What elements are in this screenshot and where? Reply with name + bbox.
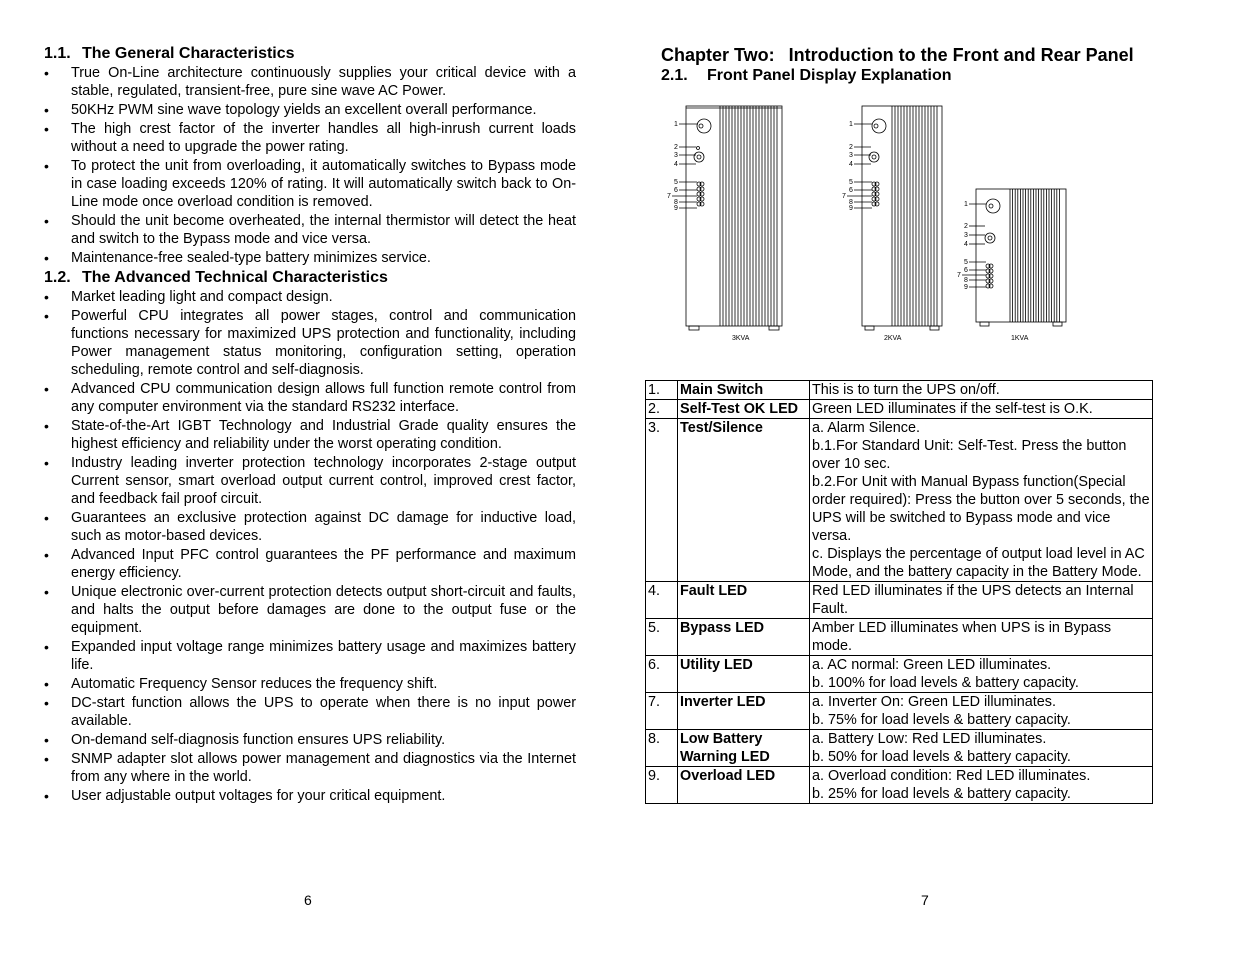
item-description: This is to turn the UPS on/off. [810, 381, 1153, 400]
diagram-label-7: 7 [667, 193, 671, 200]
item-name: Test/Silence [678, 419, 810, 582]
diagram-label-3: 3 [674, 152, 678, 159]
section-number: 1.1. [44, 45, 71, 62]
advanced-characteristics-list [44, 288, 576, 805]
table-row [646, 767, 1153, 804]
item-number: 5. [646, 619, 678, 656]
bullet-item: • Unique electronic over-current protection detects output short-circuit and faults, and halts the output before damages are done to the output fuse or the equipment. [44, 583, 576, 637]
item-description: a. Overload condition: Red LED illuminates. b. 25% for load levels & battery capacity. [810, 767, 1153, 804]
item-number: 1. [646, 381, 678, 400]
item-description: a. Battery Low: Red LED illuminates. b. 50% for load levels & battery capacity. [810, 730, 1153, 767]
item-number: 8. [646, 730, 678, 767]
unit-label-3kva: 3KVA [732, 335, 750, 342]
front-panel-heading [661, 66, 1161, 86]
diagram-label-8: 8 [674, 199, 678, 206]
bullet-item: • Industry leading inverter protection technology incorporates 2-stage output Current sensor, smart overload output current control, improved crest factor, and feedback fail proof circuit. [44, 454, 576, 508]
bullet-item: • 50KHz PWM sine wave topology yields an excellent overall performance. [44, 101, 576, 119]
diagram-label-3: 3 [849, 152, 853, 159]
bullet-item: • Automatic Frequency Sensor reduces the frequency shift. [44, 675, 576, 693]
diagram-label-1: 1 [674, 121, 678, 128]
ups-3kva-drawing [672, 106, 782, 330]
table-row [646, 400, 1153, 419]
diagram-label-5: 5 [674, 179, 678, 186]
item-description: Green LED illuminates if the self-test is O.K. [810, 400, 1153, 419]
item-number: 9. [646, 767, 678, 804]
diagram-label-6: 6 [964, 267, 968, 274]
item-number: 4. [646, 582, 678, 619]
item-description: a. AC normal: Green LED illuminates. b. 100% for load levels & battery capacity. [810, 656, 1153, 693]
item-number: 6. [646, 656, 678, 693]
item-name: Overload LED [678, 767, 810, 804]
bullet-item: • True On-Line architecture continuously supplies your critical device with a stable, regulated, transient-free, pure sine wave AC Power. [44, 64, 576, 100]
diagram-label-2: 2 [964, 223, 968, 230]
table-row [646, 730, 1153, 767]
section-number: 1.2. [44, 268, 71, 286]
bullet-item: • User adjustable output voltages for your critical equipment. [44, 787, 576, 805]
item-name: Inverter LED [678, 693, 810, 730]
diagram-label-8: 8 [964, 277, 968, 284]
diagram-label-3: 3 [964, 232, 968, 239]
section-title: The General Characteristics [82, 45, 295, 62]
item-description: a. Inverter On: Green LED illuminates. b. 75% for load levels & battery capacity. [810, 693, 1153, 730]
bullet-item: • SNMP adapter slot allows power management and diagnostics via the Internet from any where in the world. [44, 750, 576, 786]
diagram-label-7: 7 [957, 272, 961, 279]
bullet-item: • Advanced CPU communication design allows full function remote control from any computer environment via the standard RS232 interface. [44, 380, 576, 416]
diagram-label-1: 1 [964, 201, 968, 208]
diagram-label-7: 7 [842, 193, 846, 200]
section-1-1-heading [44, 44, 576, 64]
bullet-item: • DC-start function allows the UPS to operate when there is no input power available. [44, 694, 576, 730]
page-number-right: 7 [921, 892, 929, 908]
front-panel-diagram [664, 100, 1104, 350]
diagram-label-4: 4 [964, 241, 968, 248]
ups-2kva-drawing [847, 106, 942, 330]
bullet-item: • Guarantees an exclusive protection against DC damage for inductive load, such as motor-based devices. [44, 509, 576, 545]
diagram-label-4: 4 [674, 161, 678, 168]
bullet-item: • The high crest factor of the inverter handles all high-inrush current loads without a need to upgrade the power rating. [44, 120, 576, 156]
chapter-label: Chapter Two: [661, 45, 775, 65]
bullet-item: • Advanced Input PFC control guarantees the PF performance and maximum energy efficiency. [44, 546, 576, 582]
diagram-label-9: 9 [674, 205, 678, 212]
table-row [646, 693, 1153, 730]
diagram-label-4: 4 [849, 161, 853, 168]
item-description: Amber LED illuminates when UPS is in Bypass mode. [810, 619, 1153, 656]
section-title: Front Panel Display Explanation [707, 67, 952, 84]
item-name: Self-Test OK LED [678, 400, 810, 419]
diagram-label-2: 2 [849, 144, 853, 151]
bullet-item: • To protect the unit from overloading, it automatically switches to Bypass mode in case loading exceeds 120% of rating. It will automatically switch back to On-Line mode once overload condition is removed. [44, 157, 576, 211]
chapter-name: Introduction to the Front and Rear Panel [788, 45, 1134, 65]
item-name: Fault LED [678, 582, 810, 619]
item-name: Bypass LED [678, 619, 810, 656]
table-row [646, 619, 1153, 656]
diagram-label-1: 1 [849, 121, 853, 128]
bullet-item: • On-demand self-diagnosis function ensures UPS reliability. [44, 731, 576, 749]
item-number: 3. [646, 419, 678, 582]
item-description: Red LED illuminates if the UPS detects an Internal Fault. [810, 582, 1153, 619]
left-page [44, 44, 576, 806]
bullet-item: • Powerful CPU integrates all power stages, control and communication functions necessary for maximized UPS protection and functionality, including Power management status monitoring, configuration setting, operation scheduling, remote control and self-diagnosis. [44, 307, 576, 379]
item-name: Low Battery Warning LED [678, 730, 810, 767]
item-number: 2. [646, 400, 678, 419]
bullet-item: • Maintenance-free sealed-type battery minimizes service. [44, 249, 576, 267]
diagram-label-5: 5 [964, 259, 968, 266]
table-row [646, 381, 1153, 400]
diagram-label-2: 2 [674, 144, 678, 151]
section-number: 2.1. [661, 67, 688, 84]
table-row [646, 582, 1153, 619]
item-name: Main Switch [678, 381, 810, 400]
section-title: The Advanced Technical Characteristics [82, 268, 388, 286]
front-panel-table [645, 380, 1153, 804]
diagram-label-9: 9 [849, 205, 853, 212]
labels-3kva [667, 121, 678, 212]
item-name: Utility LED [678, 656, 810, 693]
item-number: 7. [646, 693, 678, 730]
table-row [646, 419, 1153, 582]
bullet-item: • Expanded input voltage range minimizes battery usage and maximizes battery life. [44, 638, 576, 674]
labels-2kva [842, 121, 853, 212]
right-page [661, 44, 1161, 86]
diagram-label-6: 6 [849, 187, 853, 194]
labels-1kva [957, 201, 968, 291]
unit-label-1kva: 1KVA [1011, 335, 1029, 342]
section-1-2-heading [44, 268, 576, 288]
bullet-item: • Market leading light and compact design. [44, 288, 576, 306]
bullet-item: • State-of-the-Art IGBT Technology and Industrial Grade quality ensures the highest efficiency and reliability under the worst operating condition. [44, 417, 576, 453]
bullet-item: • Should the unit become overheated, the internal thermistor will detect the heat and switch to the Bypass mode and vice versa. [44, 212, 576, 248]
general-characteristics-list [44, 64, 576, 267]
chapter-title [661, 44, 1161, 66]
diagram-label-9: 9 [964, 284, 968, 291]
table-row [646, 656, 1153, 693]
diagram-label-8: 8 [849, 199, 853, 206]
ups-1kva-drawing [962, 189, 1066, 326]
item-description: a. Alarm Silence. b.1.For Standard Unit: Self-Test. Press the button over 10 sec. b.2.For Unit with Manual Bypass function(Special order required): Press the button over 5 seconds, the UPS will be switched to Bypass mode and vice versa. c. Displays the percentage of output load level in AC Mode, and the battery capacity in the Battery Mode. [810, 419, 1153, 582]
unit-label-2kva: 2KVA [884, 335, 902, 342]
diagram-label-5: 5 [849, 179, 853, 186]
page-number-left: 6 [304, 892, 312, 908]
diagram-label-6: 6 [674, 187, 678, 194]
